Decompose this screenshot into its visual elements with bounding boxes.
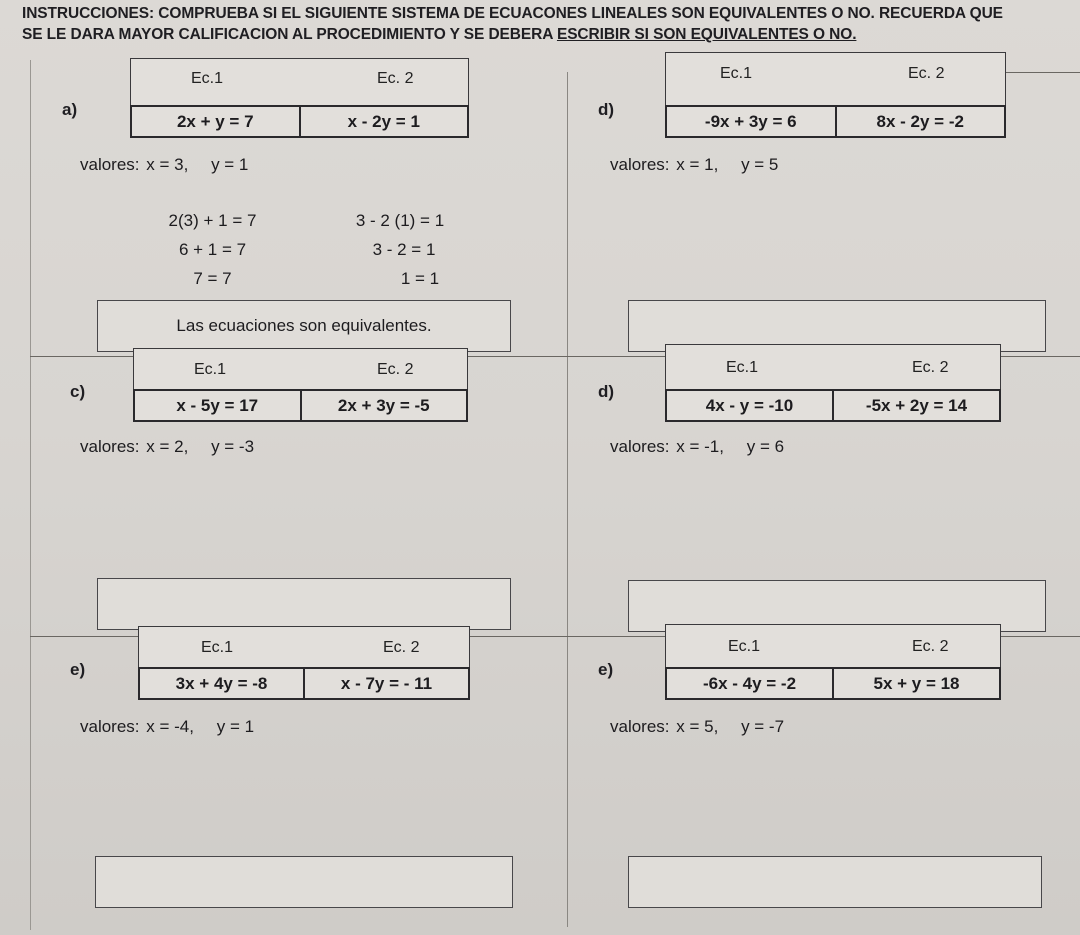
ec1-header: Ec.1 xyxy=(201,639,234,656)
problem-e1-answer-box[interactable] xyxy=(95,856,513,908)
x-value: x = -1, xyxy=(676,437,724,456)
y-value: y = 1 xyxy=(211,155,249,174)
equation-1: 3x + 4y = -8 xyxy=(175,673,268,693)
instructions-line-2-plain: SE LE DARA MAYOR CALIFICACION AL PROCEDIMIENTO Y SE DEBERA xyxy=(22,26,557,43)
work-line: 6 + 1 = 7 xyxy=(178,240,247,259)
y-value: y = 1 xyxy=(216,717,255,736)
equation-1: 4x - y = -10 xyxy=(705,395,794,415)
work-line: 3 - 2 (1) = 1 xyxy=(355,211,445,230)
problem-a-answer-box[interactable]: Las ecuaciones son equivalentes. xyxy=(97,300,511,352)
x-value: x = 1, xyxy=(676,155,719,174)
ec2-header: Ec. 2 xyxy=(908,65,945,82)
problem-c-equation-table xyxy=(133,348,468,422)
instructions-line-2-underlined: ESCRIBIR SI SON EQUIVALENTES O NO. xyxy=(556,26,857,43)
ec2-header: Ec. 2 xyxy=(912,638,949,655)
x-value: x = 2, xyxy=(146,437,189,456)
problem-a-equation-table xyxy=(130,58,469,138)
y-value: y = 5 xyxy=(741,155,779,174)
y-value: y = 6 xyxy=(746,437,785,456)
problem-d1-label: d) xyxy=(598,100,615,119)
top-right-rule xyxy=(1005,72,1080,73)
problem-a-work-ec1 xyxy=(140,206,285,293)
y-value: y = -3 xyxy=(211,437,255,456)
equation-2: -5x + 2y = 14 xyxy=(832,391,999,420)
problem-d2-values xyxy=(610,437,784,457)
x-value: x = -4, xyxy=(146,717,194,736)
equation-1: 2x + y = 7 xyxy=(176,111,254,131)
x-value: x = 5, xyxy=(676,717,719,736)
equation-1: -6x - 4y = -2 xyxy=(702,673,797,693)
values-label: valores: xyxy=(80,437,140,456)
problem-e1-equation-table xyxy=(138,626,470,700)
equation-2: 8x - 2y = -2 xyxy=(835,107,1005,136)
ec2-header: Ec. 2 xyxy=(377,361,414,378)
problem-d2-label: d) xyxy=(598,382,615,401)
equation-2: 2x + 3y = -5 xyxy=(300,391,467,420)
problem-c-label: c) xyxy=(70,382,86,401)
work-line: 1 = 1 xyxy=(400,269,440,288)
ec2-header: Ec. 2 xyxy=(912,359,949,376)
center-divider xyxy=(567,72,568,927)
problem-d1-equation-table xyxy=(665,52,1006,138)
problem-e2-label: e) xyxy=(598,660,614,679)
work-line: 2(3) + 1 = 7 xyxy=(168,211,257,230)
problem-a-label: a) xyxy=(62,100,78,119)
equation-2: x - 7y = - 11 xyxy=(303,669,468,698)
ec1-header: Ec.1 xyxy=(191,70,224,87)
equation-1: -9x + 3y = 6 xyxy=(704,111,797,131)
problem-c-values xyxy=(80,437,254,457)
values-label: valores: xyxy=(610,437,670,456)
problem-d1-values xyxy=(610,155,778,175)
equation-2: 5x + y = 18 xyxy=(832,669,999,698)
problem-a-values xyxy=(80,155,248,175)
work-line: 3 - 2 = 1 xyxy=(372,240,436,259)
problem-d2-equation-table xyxy=(665,344,1001,422)
problem-e1-label: e) xyxy=(70,660,86,679)
instructions xyxy=(22,3,1077,45)
problem-a-work-ec2 xyxy=(330,206,470,293)
problem-c-answer-box[interactable] xyxy=(97,578,511,630)
ec1-header: Ec.1 xyxy=(720,65,753,82)
instructions-line-2 xyxy=(22,24,1077,45)
ec1-header: Ec.1 xyxy=(726,359,759,376)
equation-1: x - 5y = 17 xyxy=(176,395,259,415)
ec1-header: Ec.1 xyxy=(728,638,761,655)
equation-2: x - 2y = 1 xyxy=(299,107,468,136)
x-value: x = 3, xyxy=(146,155,189,174)
ec1-header: Ec.1 xyxy=(194,361,227,378)
values-label: valores: xyxy=(80,717,140,736)
problem-e2-equation-table xyxy=(665,624,1001,700)
left-margin-line xyxy=(30,60,31,930)
y-value: y = -7 xyxy=(741,717,785,736)
values-label: valores: xyxy=(80,155,140,174)
problem-e2-values xyxy=(610,717,784,737)
ec2-header: Ec. 2 xyxy=(383,639,420,656)
values-label: valores: xyxy=(610,717,670,736)
problem-e2-answer-box[interactable] xyxy=(628,856,1042,908)
problem-e1-values xyxy=(80,717,254,737)
work-line: 7 = 7 xyxy=(193,269,232,288)
values-label: valores: xyxy=(610,155,670,174)
instructions-line-1: INSTRUCCIONES: COMPRUEBA SI EL SIGUIENTE SISTEMA DE ECUACONES LINEALES SON EQUIVALENTES O NO. RECUERDA QUE xyxy=(22,5,1003,22)
ec2-header: Ec. 2 xyxy=(377,70,414,87)
